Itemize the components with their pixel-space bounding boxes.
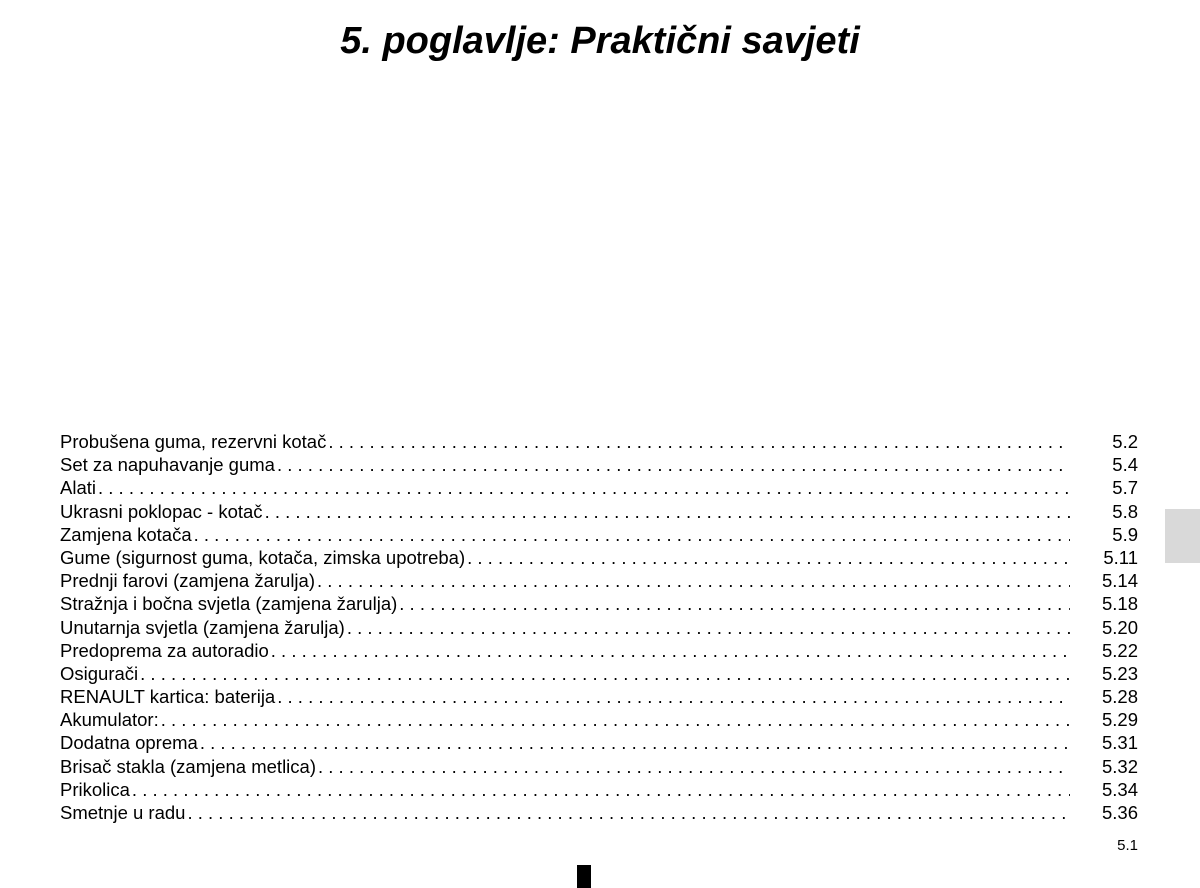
toc-entry-label: Gume (sigurnost guma, kotača, zimska upotreba) xyxy=(60,546,466,568)
toc-entry-page: 5.32 xyxy=(1101,755,1138,777)
toc-entry-page: 5.18 xyxy=(1101,593,1138,615)
toc-entry[interactable] xyxy=(60,639,1138,662)
toc-entry-page: 5.14 xyxy=(1101,570,1138,592)
toc-entry-page: 5.28 xyxy=(1101,686,1138,708)
dot-leader xyxy=(271,639,1070,662)
toc-entry[interactable] xyxy=(60,453,1138,476)
crop-mark xyxy=(577,865,591,888)
dot-leader xyxy=(277,685,1070,708)
toc-entry-page: 5.8 xyxy=(1112,500,1138,522)
dot-leader xyxy=(194,523,1070,546)
toc-entry[interactable] xyxy=(60,430,1138,453)
dot-leader xyxy=(317,569,1070,592)
toc-entry-label: Set za napuhavanje guma xyxy=(60,454,275,476)
toc-entry-label: Prednji farovi (zamjena žarulja) xyxy=(60,570,315,592)
dot-leader xyxy=(200,731,1070,754)
toc-entry[interactable] xyxy=(60,616,1138,639)
toc-entry[interactable] xyxy=(60,476,1138,499)
toc-entry-label: Probušena guma, rezervni kotač xyxy=(60,431,327,452)
dot-leader xyxy=(328,430,1070,453)
toc-entry-page: 5.2 xyxy=(1112,431,1138,452)
table-of-contents xyxy=(60,430,1138,824)
toc-entry-label: Osigurači xyxy=(60,662,139,684)
dot-leader xyxy=(467,546,1070,569)
toc-entry-label: Prikolica xyxy=(60,778,130,800)
toc-entry-label: Stražnja i bočna svjetla (zamjena žarulja) xyxy=(60,593,398,615)
toc-entry-page: 5.23 xyxy=(1101,662,1138,684)
toc-entry-label: Predoprema za autoradio xyxy=(60,639,269,661)
toc-entry[interactable] xyxy=(60,546,1138,569)
dot-leader xyxy=(132,778,1070,801)
toc-entry-page: 5.31 xyxy=(1101,732,1138,754)
toc-entry-label: Dodatna oprema xyxy=(60,732,198,754)
dot-leader xyxy=(399,592,1070,615)
toc-entry-label: Smetnje u radu xyxy=(60,802,186,823)
dot-leader xyxy=(187,801,1070,824)
dot-leader xyxy=(347,616,1070,639)
toc-entry-page: 5.34 xyxy=(1101,778,1138,800)
toc-entry-page: 5.9 xyxy=(1112,523,1138,545)
dot-leader xyxy=(140,662,1070,685)
toc-entry[interactable] xyxy=(60,708,1138,731)
toc-entry-page: 5.4 xyxy=(1112,454,1138,476)
toc-entry[interactable] xyxy=(60,731,1138,754)
toc-entry-page: 5.20 xyxy=(1101,616,1138,638)
dot-leader xyxy=(277,453,1070,476)
toc-entry[interactable] xyxy=(60,801,1138,824)
toc-entry[interactable] xyxy=(60,778,1138,801)
toc-entry[interactable] xyxy=(60,500,1138,523)
page-number: 5.1 xyxy=(1117,837,1138,854)
dot-leader xyxy=(265,500,1070,523)
toc-entry[interactable] xyxy=(60,685,1138,708)
toc-entry[interactable] xyxy=(60,662,1138,685)
toc-entry-label: Unutarnja svjetla (zamjena žarulja) xyxy=(60,616,345,638)
dot-leader xyxy=(318,755,1070,778)
toc-entry-page: 5.7 xyxy=(1112,477,1138,499)
toc-entry-label: Alati xyxy=(60,477,96,499)
toc-entry[interactable] xyxy=(60,592,1138,615)
toc-entry-page: 5.29 xyxy=(1101,709,1138,731)
toc-entry-page: 5.22 xyxy=(1101,639,1138,661)
toc-entry-label: Zamjena kotača xyxy=(60,523,192,545)
toc-entry[interactable] xyxy=(60,755,1138,778)
chapter-side-tab xyxy=(1165,509,1200,563)
toc-entry-page: 5.11 xyxy=(1103,546,1138,568)
chapter-title: 5. poglavlje: Praktični savjeti xyxy=(340,20,860,62)
toc-entry-label: RENAULT kartica: baterija xyxy=(60,686,276,708)
toc-entry-label: Ukrasni poklopac - kotač xyxy=(60,500,263,522)
dot-leader xyxy=(98,476,1070,499)
toc-entry[interactable] xyxy=(60,523,1138,546)
toc-entry-label: Akumulator: xyxy=(60,709,159,731)
toc-entry[interactable] xyxy=(60,569,1138,592)
toc-entry-page: 5.36 xyxy=(1101,802,1138,823)
toc-entry-label: Brisač stakla (zamjena metlica) xyxy=(60,755,316,777)
dot-leader xyxy=(161,708,1070,731)
